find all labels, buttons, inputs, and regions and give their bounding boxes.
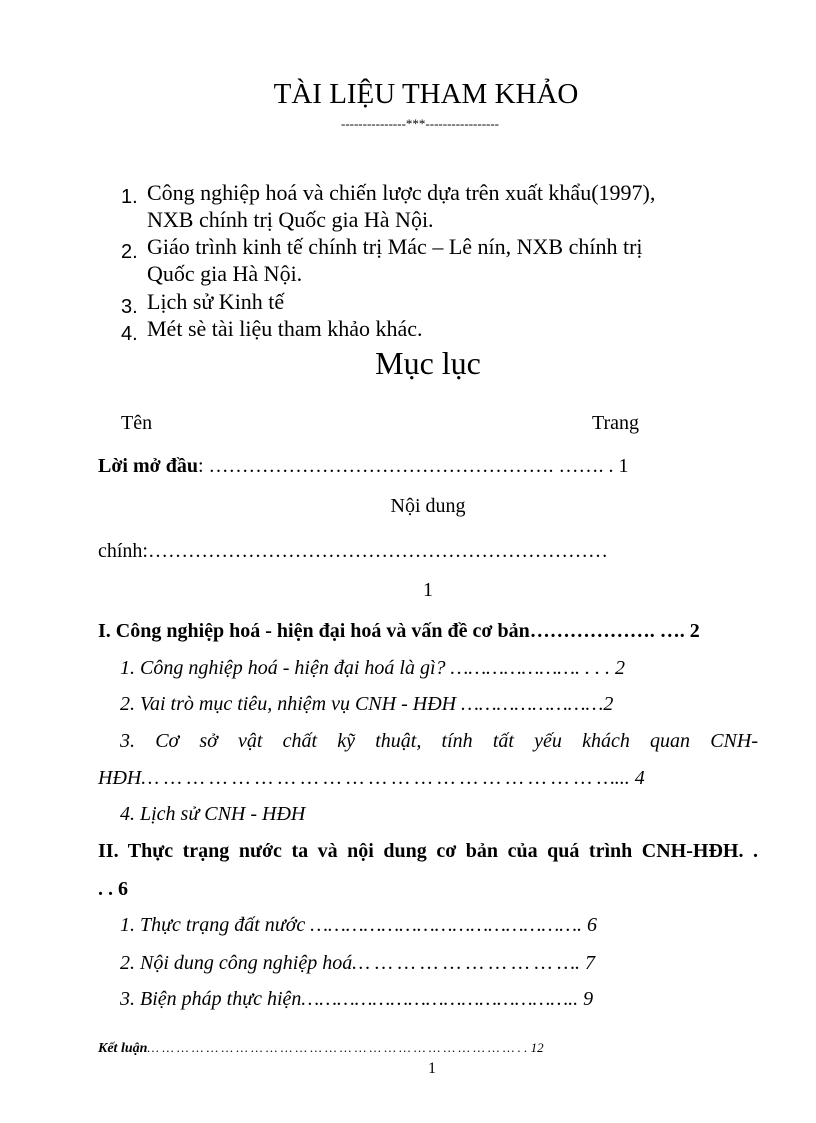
toc-section-1: I. Công nghiệp hoá - hiện đại hoá và vấn đề cơ bản………………. …. 2	[98, 620, 700, 642]
reference-line: Quốc gia Hà Nội.	[147, 261, 303, 286]
reference-line: NXB chính trị Quốc gia Hà Nội.	[147, 207, 434, 232]
title-divider: ---------------***-----------------	[340, 116, 500, 131]
toc-conclusion	[98, 1040, 544, 1057]
reference-line: Giáo trình kinh tế chính trị Mác – Lê nín, NXB chính trị	[147, 234, 643, 259]
toc-conclusion-leader: … … … … … … … … … … … … … … … … … … … … … … … … … . . 12	[147, 1040, 544, 1055]
toc-main-page: 1	[423, 579, 433, 601]
toc-item-1-2: 2. Vai trò mục tiêu, nhiệm vụ CNH - HĐH ……………………2	[120, 693, 614, 715]
toc-item-1-1: 1. Công nghiệp hoá - hiện đại hoá là gì? …………………. . . . 2	[120, 657, 626, 679]
reference-number: 2.	[121, 241, 138, 263]
toc-item-1-3-line2: HĐH… … … … … … … … … … … … … … … … … … … … …... 4	[98, 767, 645, 789]
reference-line: Mét sè tài liệu tham khảo khác.	[147, 316, 423, 341]
toc-item-2-2: 2. Nội dung công nghiệp hoá… … … … … … … … … …. 7	[120, 952, 596, 974]
reference-number: 3.	[121, 296, 138, 318]
toc-header-name: Tên	[121, 412, 153, 434]
toc-section-2-line1: II. Thực trạng nước ta và nội dung cơ bản của quá trình CNH-HĐH. .	[98, 840, 758, 862]
toc-section-2-line2: . . 6	[98, 878, 128, 900]
page-title: TÀI LIỆU THAM KHẢO	[273, 78, 579, 110]
toc-main-line1: Nội dung	[390, 495, 466, 517]
toc-item-2-1: 1. Thực trạng đất nước ………………………………………. 6	[120, 914, 598, 936]
reference-line: Công nghiệp hoá và chiến lược dựa trên xuất khẩu(1997),	[147, 180, 656, 205]
toc-conclusion-label: Kết luận	[98, 1041, 148, 1056]
toc-intro-leader: : ……………………………………………. ……. . 1	[197, 455, 629, 477]
toc-main-line2: chính:……………………………………………………………	[98, 540, 608, 562]
toc-title: Mục lục	[375, 345, 481, 381]
reference-number: 1.	[121, 186, 138, 208]
footer-page-number: 1	[428, 1060, 436, 1077]
reference-line: Lịch sử Kinh tế	[147, 289, 285, 314]
reference-number: 4.	[121, 323, 138, 345]
toc-header-page: Trang	[592, 412, 640, 434]
toc-item-1-4: 4. Lịch sử CNH - HĐH	[120, 803, 306, 825]
toc-item-1-3-line1: 3. Cơ sở vật chất kỹ thuật, tính tất yếu khách quan CNH-	[120, 730, 758, 752]
toc-intro	[98, 455, 629, 478]
toc-item-2-3: 3. Biện pháp thực hiện……………………………………….. 9	[120, 988, 594, 1010]
toc-intro-label: Lời mở đầu	[98, 455, 198, 477]
